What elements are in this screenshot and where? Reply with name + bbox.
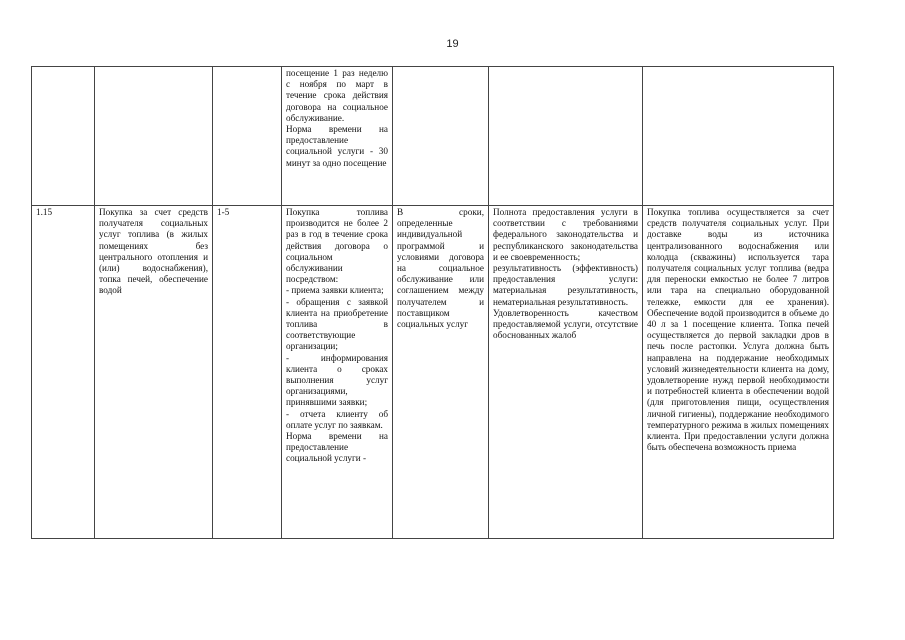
- cell-number: [32, 67, 95, 206]
- cell-code: [213, 67, 282, 206]
- cell-service-content: Покупка топлива производится не более 2 раз в год в течение срока действия договора о социальном обслуживании посредством: - приема заявки клиента; - обращения с заявкой клиента на приобретение топлива в соответствующие организации; - информирования клиента о сроках выполнения услуг организациями, принявшими заявки; - отчета клиенту об оплате услуг по заявкам. Норма времени на предоставление социальной услуги -: [282, 206, 393, 539]
- services-table: [31, 66, 834, 539]
- cell-code: 1-5: [213, 206, 282, 539]
- cell-conditions: [643, 67, 834, 206]
- page-number: 19: [446, 38, 459, 50]
- cell-conditions: Покупка топлива осуществляется за счет средств получателя социальных услуг. При доставке воды из источника централизованного водоснабжения или колодца (скважины) используется тара получателя социальных услуг топлива (ведра для переноски емкостью не более 7 литров или тара на специально оборудованной тележке, емкости для ее хранения). Обеспечение водой производится в объеме до 40 л за 1 посещение клиента. Топка печей осуществляется до первой закладки дров в печь после растопки. Услуга должна быть направлена на поддержание необходимых условий жизнедеятельности клиента на дому, удовлетворение нужд первой необходимости и потребностей клиента в обеспечении водой (для приготовления пищи, осуществления личной гигиены), поддержание необходимого температурного режима в жилых помещениях клиента. При предоставлении услуги должна быть обеспечена возможность приема: [643, 206, 834, 539]
- cell-quality-indicators: Полнота предоставления услуги в соответствии с требованиями федерального законодательства и республиканского законодательства и ее своевременность; результативность (эффективность) предоставления услуги: материальная результативность, нематериальная результативность. Удовлетворенность качеством предоставляемой услуги, отсутствие обоснованных жалоб: [489, 206, 643, 539]
- cell-service-name: Покупка за счет средств получателя социальных услуг топлива (в жилых помещениях без центрального отопления и (или) водоснабжения), топка печей, обеспечение водой: [95, 206, 213, 539]
- cell-service-name: [95, 67, 213, 206]
- cell-service-content: посещение 1 раз неделю с ноября по март в течение срока действия договора на социальное обслуживание. Норма времени на предоставление социальной услуги - 30 минут за одно посещение: [282, 67, 393, 206]
- cell-number: 1.15: [32, 206, 95, 539]
- cell-quality-indicators: [489, 67, 643, 206]
- table-row: [32, 67, 834, 206]
- table-row: [32, 206, 834, 539]
- cell-terms: [393, 67, 489, 206]
- cell-terms: В сроки, определенные индивидуальной программой и условиями договора на социальное обслуживание или соглашением между получателем и поставщиком социальных услуг: [393, 206, 489, 539]
